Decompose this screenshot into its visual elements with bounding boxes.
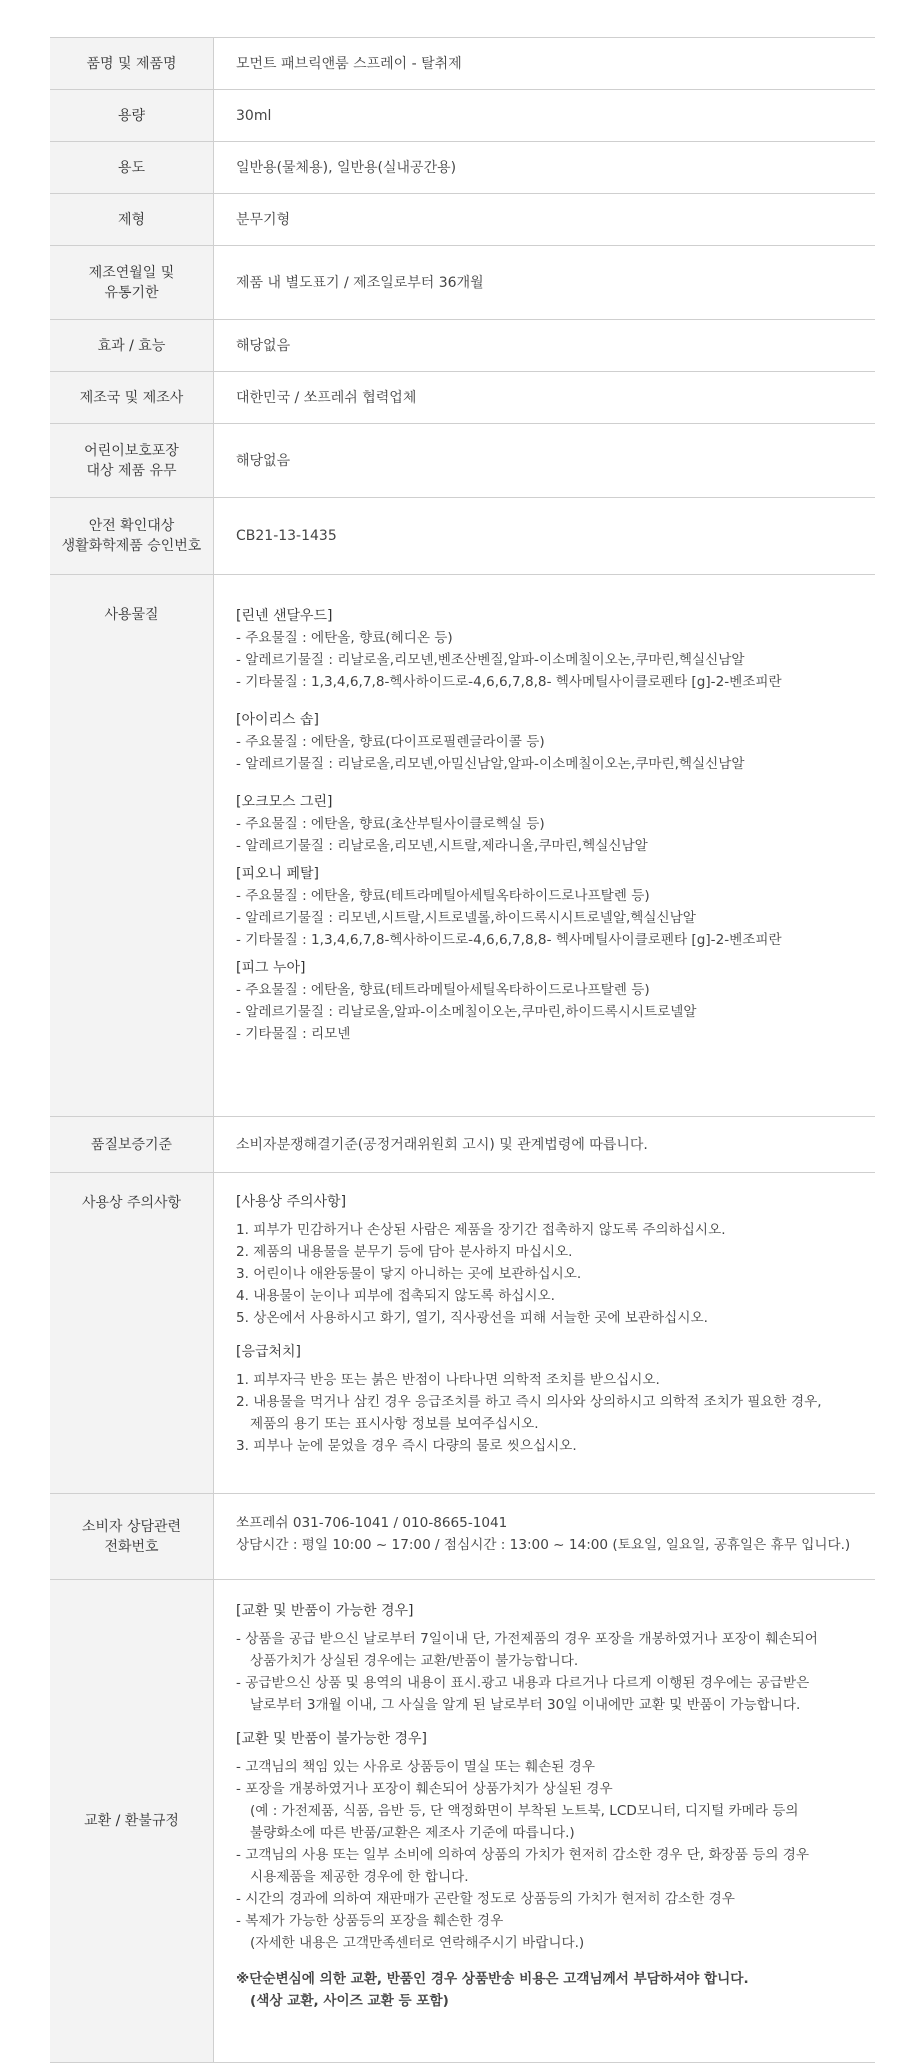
- material-line: - 주요물질 : 에탄올, 향료(다이프로필렌글라이콜 등): [236, 734, 545, 750]
- label-refund: 교환 / 환불규정: [50, 1580, 214, 2062]
- material-line: - 알레르기물질 : 리날로올,알파-이소메칠이오논,쿠마린,하이드록시시트로넬알: [236, 1004, 697, 1020]
- refund-section-title: [교환 및 반품이 불가능한 경우]: [236, 1731, 428, 1747]
- label-contact-line2: 전화번호: [104, 1538, 159, 1555]
- row-cautions: [50, 1173, 875, 1494]
- row-child-protection: [50, 424, 875, 498]
- label-manufacturer: 제조국 및 제조사: [50, 372, 214, 423]
- refund-line: - 복제가 가능한 상품등의 포장을 훼손한 경우: [236, 1913, 504, 1929]
- refund-section-title: [교환 및 반품이 가능한 경우]: [236, 1603, 414, 1619]
- refund-line: - 고객님의 사용 또는 일부 소비에 의하여 상품의 가치가 현저히 감소한 경우 단, 화장품 등의 경우: [236, 1847, 810, 1863]
- label-quality: 품질보증기준: [50, 1117, 214, 1172]
- refund-line: (자세한 내용은 고객만족센터로 연락해주시기 바랍니다.): [250, 1935, 585, 1951]
- value-materials: [214, 575, 875, 1116]
- caution-line: 3. 피부나 눈에 묻었을 경우 즉시 다량의 물로 씻으십시오.: [236, 1438, 577, 1454]
- refund-line: 상품가치가 상실된 경우에는 교환/반품이 불가능합니다.: [250, 1653, 579, 1669]
- material-group-title: [피오니 페탈]: [236, 866, 319, 882]
- refund-line: (예 : 가전제품, 식품, 음반 등, 단 액정화면이 부착된 노트북, LCD모니터, 디지털 카메라 등의: [250, 1803, 799, 1819]
- label-safety-approval-line1: 안전 확인대상: [88, 518, 175, 534]
- row-materials: [50, 575, 875, 1117]
- caution-section-title: [사용상 주의사항]: [236, 1194, 347, 1210]
- label-form: 제형: [50, 194, 214, 245]
- label-product-name: 품명 및 제품명: [50, 38, 214, 89]
- material-line: - 주요물질 : 에탄올, 향료(테트라메틸아세틸옥타하이드로나프탈렌 등): [236, 888, 650, 904]
- row-refund: [50, 1580, 875, 2063]
- material-line: - 알레르기물질 : 리날로올,리모넨,아밀신남알,알파-이소메칠이오논,쿠마린,헥실신남알: [236, 756, 745, 772]
- row-quality: [50, 1117, 875, 1173]
- material-line: - 주요물질 : 에탄올, 향료(헤디온 등): [236, 630, 453, 646]
- label-effect: 효과 / 효능: [50, 320, 214, 371]
- value-usage: 일반용(물체용), 일반용(실내공간용): [236, 159, 457, 176]
- caution-section-title: [응급처치]: [236, 1344, 302, 1360]
- material-group-title: [린넨 샌달우드]: [236, 608, 333, 624]
- material-line: - 알레르기물질 : 리날로올,리모넨,시트랄,제라니올,쿠마린,헥실신남알: [236, 838, 648, 854]
- value-effect: 해당없음: [236, 337, 291, 354]
- product-info-table: [50, 37, 875, 2063]
- caution-line: 1. 피부자극 반응 또는 붉은 반점이 나타나면 의학적 조치를 받으십시오.: [236, 1372, 660, 1388]
- row-product-name: [50, 38, 875, 90]
- refund-line: - 시간의 경과에 의하여 재판매가 곤란할 정도로 상품등의 가치가 현저히 감소한 경우: [236, 1891, 735, 1907]
- refund-line: - 공급받으신 상품 및 용역의 내용이 표시.광고 내용과 다르거나 다르게 이행된 경우에는 공급받은: [236, 1675, 810, 1691]
- caution-line: 5. 상온에서 사용하시고 화기, 열기, 직사광선을 피해 서늘한 곳에 보관하십시오.: [236, 1310, 708, 1326]
- row-form: [50, 194, 875, 246]
- refund-line: - 상품을 공급 받으신 날로부터 7일이내 단, 가전제품의 경우 포장을 개봉하였거나 포장이 훼손되어: [236, 1631, 818, 1647]
- value-form: 분무기형: [236, 211, 291, 228]
- row-mfg-date: [50, 246, 875, 320]
- refund-notice-sub: (색상 교환, 사이즈 교환 등 포함): [250, 1993, 449, 2009]
- refund-notice: ※단순변심에 의한 교환, 반품인 경우 상품반송 비용은 고객님께서 부담하셔야 합니다.: [236, 1971, 749, 1987]
- material-group-oakmoss: [236, 791, 875, 857]
- label-child-protection-line2: 대상 제품 유무: [86, 462, 177, 479]
- value-contact: [214, 1494, 875, 1579]
- label-contact: [50, 1494, 214, 1579]
- caution-line: 1. 피부가 민감하거나 손상된 사람은 제품을 장기간 접촉하지 않도록 주의하십시오.: [236, 1222, 726, 1238]
- value-refund: [214, 1580, 875, 2062]
- contact-phone: 쏘프레쉬 031-706-1041 / 010-8665-1041: [236, 1515, 508, 1531]
- value-cautions: [214, 1173, 875, 1493]
- contact-hours: 상담시간 : 평일 10:00 ~ 17:00 / 점심시간 : 13:00 ~ 14:00 (토요일, 일요일, 공휴일은 휴무 입니다.): [236, 1537, 851, 1553]
- material-line: - 주요물질 : 에탄올, 향료(테트라메틸아세틸옥타하이드로나프탈렌 등): [236, 982, 650, 998]
- value-safety-approval: CB21-13-1435: [236, 528, 337, 544]
- caution-line: 4. 내용물이 눈이나 피부에 접촉되지 않도록 하십시오.: [236, 1288, 555, 1304]
- label-child-protection: [50, 424, 214, 497]
- label-safety-approval-line2: 생활화학제품 승인번호: [61, 538, 202, 554]
- material-group-title: [아이리스 솝]: [236, 712, 319, 728]
- label-volume: 용량: [50, 90, 214, 141]
- label-child-protection-line1: 어린이보호포장: [84, 442, 179, 459]
- row-volume: [50, 90, 875, 142]
- refund-line: 불량화소에 따른 반품/교환은 제조사 기준에 따릅니다.): [250, 1825, 575, 1841]
- label-materials: 사용물질: [50, 575, 214, 1116]
- refund-line: 날로부터 3개월 이내, 그 사실을 알게 된 날로부터 30일 이내에만 교환 및 반품이 가능합니다.: [250, 1697, 801, 1713]
- caution-line: 3. 어린이나 애완동물이 닿지 아니하는 곳에 보관하십시오.: [236, 1266, 582, 1282]
- caution-line: 2. 내용물을 먹거나 삼킨 경우 응급조치를 하고 즉시 의사와 상의하시고 의학적 조치가 필요한 경우,: [236, 1394, 822, 1410]
- caution-line: 제품의 용기 또는 표시사항 정보를 보여주십시오.: [250, 1416, 539, 1432]
- label-mfg-date-line1: 제조연월일 및: [88, 264, 175, 281]
- material-group-fig: [236, 957, 875, 1045]
- material-line: - 기타물질 : 리모넨: [236, 1026, 351, 1042]
- value-quality: 소비자분쟁해결기준(공정거래위원회 고시) 및 관계법령에 따릅니다.: [236, 1136, 648, 1153]
- material-group-title: [피그 누아]: [236, 960, 306, 976]
- material-group-linen: [236, 605, 875, 693]
- label-contact-line1: 소비자 상담관련: [81, 1518, 182, 1535]
- value-product-name: 모먼트 패브릭앤룸 스프레이 - 탈취제: [236, 55, 462, 72]
- label-mfg-date: [50, 246, 214, 319]
- value-manufacturer: 대한민국 / 쏘프레쉬 협력업체: [236, 389, 417, 406]
- row-usage: [50, 142, 875, 194]
- material-group-title: [오크모스 그린]: [236, 794, 333, 810]
- refund-line: - 고객님의 책임 있는 사유로 상품등이 멸실 또는 훼손된 경우: [236, 1759, 595, 1775]
- refund-line: 시용제품을 제공한 경우에 한 합니다.: [250, 1869, 469, 1885]
- value-volume: 30ml: [236, 107, 272, 124]
- label-cautions: 사용상 주의사항: [50, 1173, 214, 1493]
- material-line: - 알레르기물질 : 리날로올,리모넨,벤조산벤질,알파-이소메칠이오논,쿠마린,헥실신남알: [236, 652, 745, 668]
- row-manufacturer: [50, 372, 875, 424]
- material-group-iris: [236, 709, 875, 775]
- label-mfg-date-line2: 유통기한: [104, 284, 159, 301]
- row-effect: [50, 320, 875, 372]
- label-safety-approval: [50, 498, 214, 574]
- row-contact: [50, 1494, 875, 1580]
- material-line: - 기타물질 : 1,3,4,6,7,8-헥사하이드로-4,6,6,7,8,8- 헥사메틸사이클로펜타 [g]-2-벤조피란: [236, 674, 782, 690]
- label-usage: 용도: [50, 142, 214, 193]
- material-line: - 주요물질 : 에탄올, 향료(초산부틸사이클로헥실 등): [236, 816, 545, 832]
- caution-line: 2. 제품의 내용물을 분무기 등에 담아 분사하지 마십시오.: [236, 1244, 573, 1260]
- material-line: - 기타물질 : 1,3,4,6,7,8-헥사하이드로-4,6,6,7,8,8- 헥사메틸사이클로펜타 [g]-2-벤조피란: [236, 932, 782, 948]
- value-child-protection: 해당없음: [236, 452, 291, 469]
- material-group-peony: [236, 863, 875, 951]
- refund-line: - 포장을 개봉하였거나 포장이 훼손되어 상품가치가 상실된 경우: [236, 1781, 613, 1797]
- row-safety-approval: [50, 498, 875, 575]
- value-mfg-date: 제품 내 별도표기 / 제조일로부터 36개월: [236, 274, 484, 291]
- material-line: - 알레르기물질 : 리모넨,시트랄,시트로넬롤,하이드록시시트로넬알,헥실신남알: [236, 910, 696, 926]
